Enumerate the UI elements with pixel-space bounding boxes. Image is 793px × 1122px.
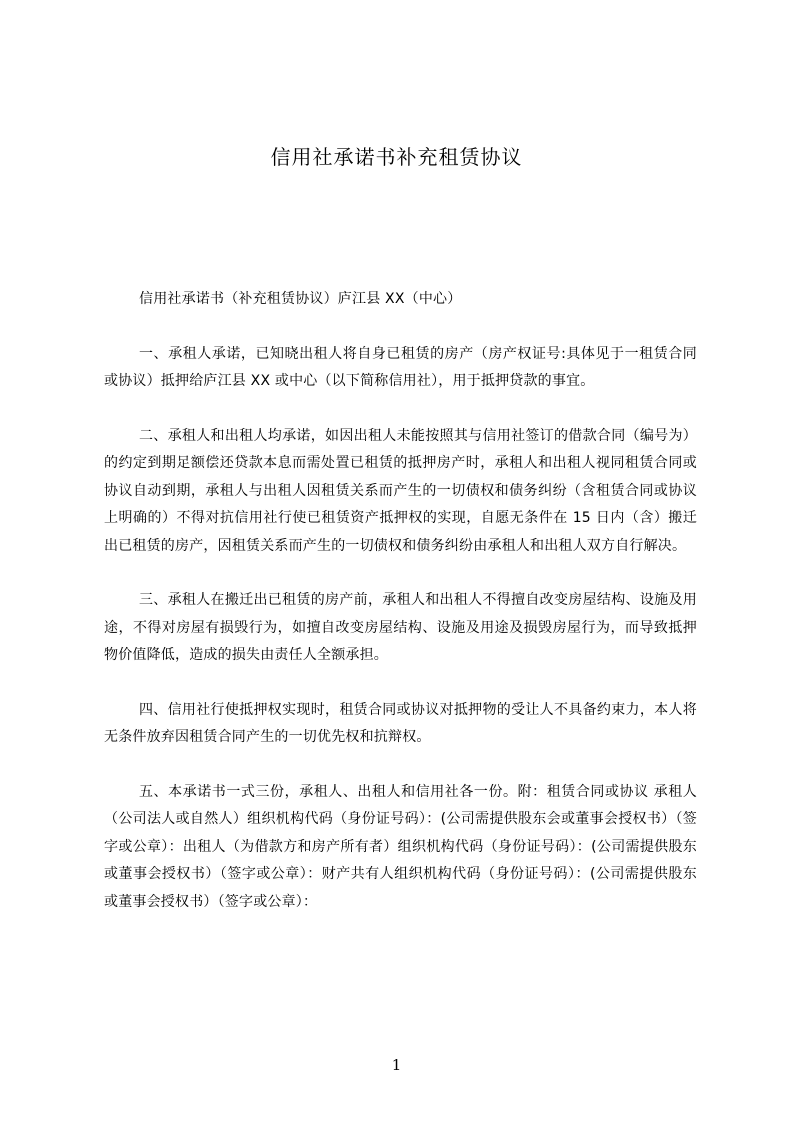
document-title: 信用社承诺书补充租赁协议 (270, 145, 523, 169)
intro-paragraph: 信用社承诺书（补充租赁协议）庐江县 XX（中心） (139, 291, 462, 307)
document-body (104, 286, 697, 943)
page-number: 1 (391, 1056, 402, 1074)
paragraph-2: 二、承租人和出租人均承诺，如因出租人未能按照其与信用社签订的借款合同（编号为）的约定到期足额偿还贷款本息而需处置已租赁的抵押房产时，承租人和出租人视同租赁合同或协议自动到期，承租人与出租人因租赁关系而产生的一切债权和债务纠纷（含租赁合同或协议上明确的）不得对抗信用社行使已租赁资产抵押权的实现，自愿无条件在 15 日内（含）搬迁出已租赁的房产，因租赁关系而产生的一切债权和债务纠纷由承租人和出租人双方自行解决。 (104, 427, 697, 554)
paragraph-5: 五、本承诺书一式三份，承租人、出租人和信用社各一份。附：租赁合同或协议 承租人（公司法人或自然人）组织机构代码（身份证号码）：(公司需提供股东会或董事会授权书）（签字或公章）：出租人（为借款方和房产所有者）组织机构代码（身份证号码）：(公司需提供股东或董事会授权书）（签字或公章）：财产共有人组织机构代码（身份证号码）：(公司需提供股东或董事会授权书）（签字或公章）： (104, 783, 697, 910)
paragraph-3: 三、承租人在搬迁出已租赁的房产前，承租人和出租人不得擅自改变房屋结构、设施及用途，不得对房屋有损毁行为，如擅自改变房屋结构、设施及用途及损毁房屋行为，而导致抵押物价值降低，造成的损失由责任人全额承担。 (104, 592, 697, 663)
paragraph-4: 四、信用社行使抵押权实现时，租赁合同或协议对抵押物的受让人不具备约束力，本人将无条件放弃因租赁合同产生的一切优先权和抗辩权。 (104, 701, 697, 745)
paragraph-1: 一、承租人承诺，已知晓出租人将自身已租赁的房产（房产权证号:具体见于一租赁合同或协议）抵押给庐江县 XX 或中心（以下简称信用社），用于抵押贷款的事宜。 (104, 345, 697, 389)
